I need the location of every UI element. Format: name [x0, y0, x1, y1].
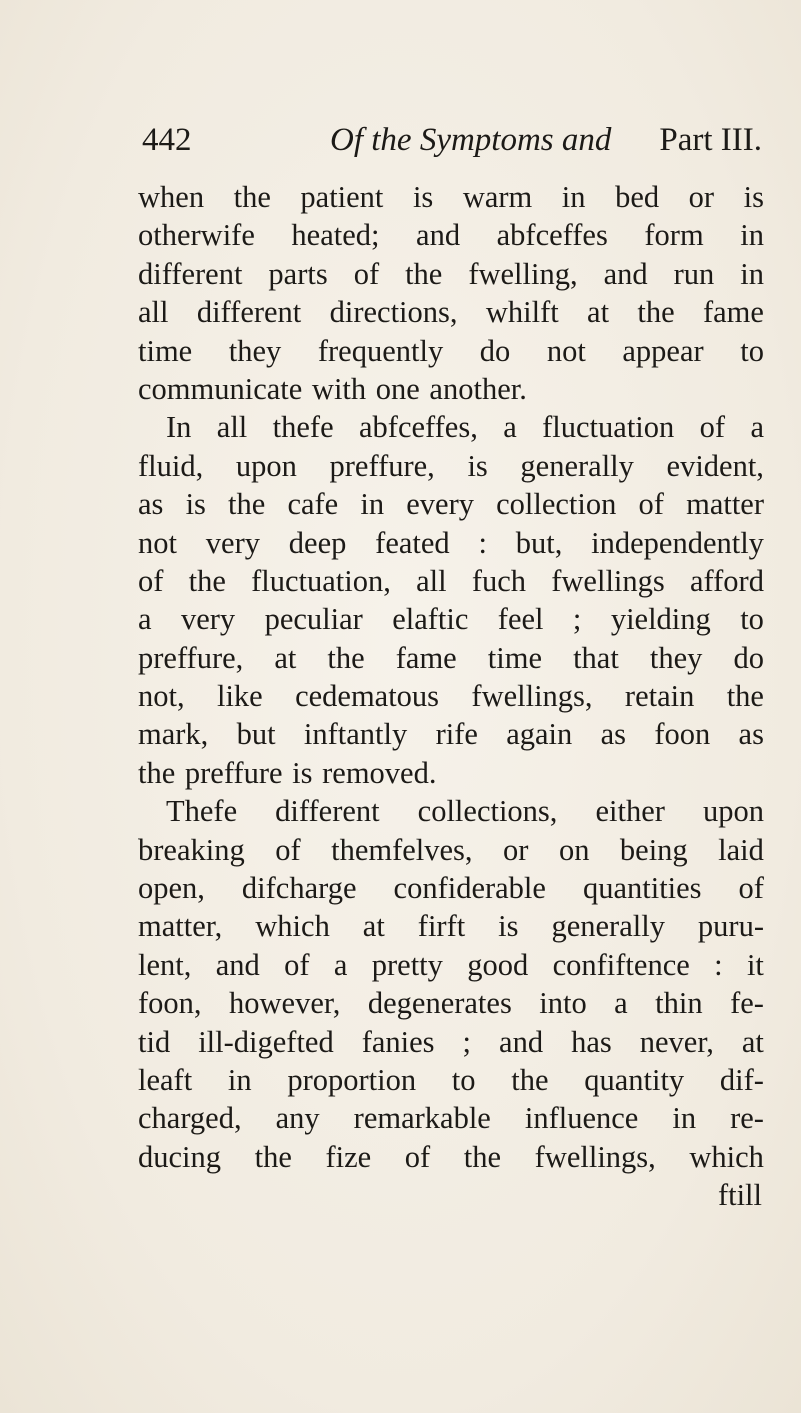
text-line: as is the cafe in every collection of matter: [138, 487, 764, 522]
text-line: breaking of themfelves, or on being laid: [138, 832, 764, 867]
text-line: preffure, at the fame time that they do: [138, 640, 764, 675]
catchword: ftill: [717, 1178, 762, 1213]
text-line: charged, any remarkable influence in re-: [138, 1101, 764, 1136]
text-line: of the fluctuation, all fuch fwellings afford: [138, 563, 764, 598]
page-number: 442: [142, 122, 192, 158]
text-line: not, like cedematous fwellings, retain the: [138, 679, 764, 714]
text-line: lent, and of a pretty good confiftence : it: [138, 947, 764, 982]
running-head: [142, 122, 762, 166]
text-line: time they frequently do not appear to: [138, 333, 764, 368]
running-head-part: Part III.: [659, 122, 762, 158]
text-line: mark, but inftantly rife again as foon as: [138, 717, 764, 752]
text-line: communicate with one another.: [138, 371, 527, 406]
text-line: not very deep feated : but, independently: [138, 525, 764, 560]
text-line: matter, which at firft is generally puru-: [138, 909, 764, 944]
text-line: leaft in proportion to the quantity dif-: [138, 1062, 764, 1097]
text-line: otherwife heated; and abfceffes form in: [138, 218, 764, 253]
body-text: [138, 178, 764, 1215]
text-line: the preffure is removed.: [138, 755, 437, 790]
running-head-title: Of the Symptoms and: [330, 122, 612, 158]
text-line: ducing the fize of the fwellings, which: [138, 1139, 764, 1174]
text-line: open, difcharge confiderable quantities of: [138, 871, 764, 906]
text-line: when the patient is warm in bed or is: [138, 180, 764, 214]
text-line: Thefe different collections, either upon: [166, 794, 764, 829]
text-line: In all thefe abfceffes, a fluctuation of a: [166, 410, 764, 445]
text-line: foon, however, degenerates into a thin fe-: [138, 986, 764, 1021]
text-line: a very peculiar elaftic feel ; yielding to: [138, 602, 764, 637]
text-line: tid ill-digefted fanies ; and has never, at: [138, 1024, 764, 1059]
text-line: all different directions, whilft at the fame: [138, 295, 764, 330]
text-line: fluid, upon preffure, is generally evident,: [138, 448, 764, 483]
text-line: different parts of the fwelling, and run in: [138, 256, 764, 291]
